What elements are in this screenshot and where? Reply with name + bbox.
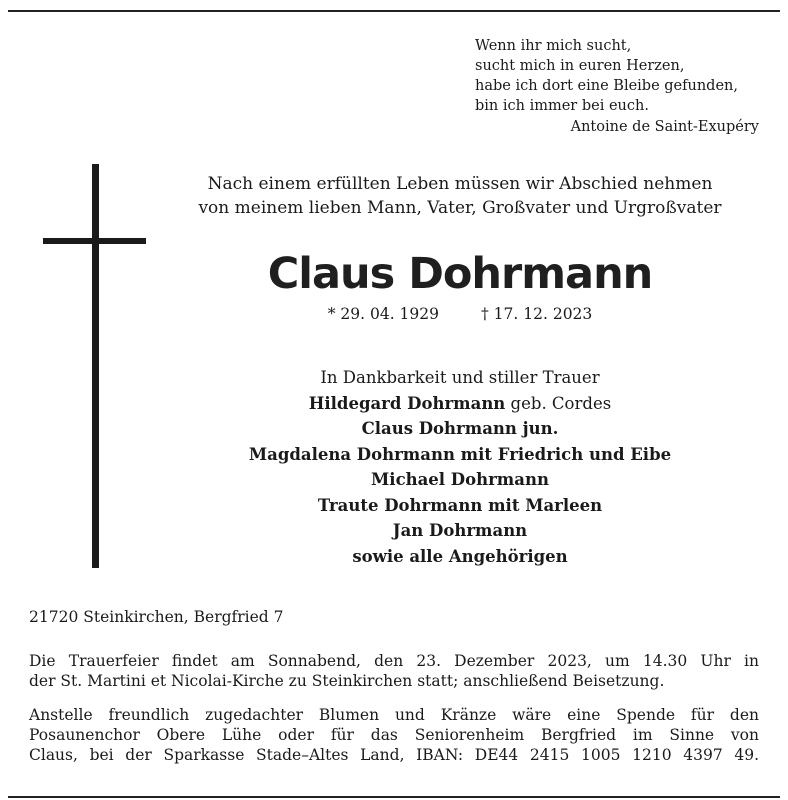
cross-icon-bar — [43, 238, 146, 244]
mourner-spouse — [150, 391, 770, 417]
mourners-heading: In Dankbarkeit und stiller Trauer — [320, 368, 600, 387]
life-dates — [150, 303, 770, 325]
intro-text — [150, 172, 770, 220]
poem-quote — [475, 36, 765, 137]
mourner-name: Jan Dohrmann — [392, 521, 528, 540]
funeral-line: Die Trauerfeier findet am Sonnabend, den 23. Dezember 2023, um 14.30 Uhr in — [29, 652, 759, 670]
mourner-name: Magdalena Dohrmann mit Friedrich und Eibe — [248, 444, 672, 464]
mourner-name: Claus Dohrmann jun. — [361, 419, 559, 438]
funeral-line: der St. Martini et Nicolai-Kirche zu Steinkirchen statt; anschließend Beisetzung. — [29, 672, 665, 690]
mourners-list — [150, 365, 770, 569]
donation-line: Anstelle freundlich zugedachter Blumen und Kränze wäre eine Spende für den — [29, 706, 759, 724]
quote-line: Wenn ihr mich sucht, — [475, 38, 632, 54]
donation-info — [29, 705, 759, 765]
donation-line: Claus, bei der Sparkasse Stade–Altes Land, IBAN: DE44 2415 1005 1210 4397 49. — [29, 746, 759, 764]
mourner-name: Traute Dohrmann mit Marleen — [317, 495, 603, 515]
quote-line: habe ich dort eine Bleibe gefunden, — [475, 78, 738, 94]
quote-line: sucht mich in euren Herzen, — [475, 58, 685, 74]
spouse-name: Hildegard Dohrmann — [308, 393, 506, 413]
mourner-name: Michael Dohrmann — [371, 470, 549, 489]
spouse-maiden-name: geb. Cordes — [505, 393, 612, 413]
intro-line: Nach einem erfüllten Leben müssen wir Abschied nehmen — [207, 174, 713, 194]
donation-line: Posaunenchor Obere Lühe oder für das Seniorenheim Bergfried im Sinne von — [29, 726, 759, 744]
deceased-name: Claus Dohrmann — [267, 249, 653, 299]
quote-line: bin ich immer bei euch. — [475, 98, 649, 114]
address: 21720 Steinkirchen, Bergfried 7 — [29, 608, 284, 626]
birth-date: * 29. 04. 1929 — [327, 305, 439, 323]
cross-icon — [92, 164, 99, 568]
quote-author: Antoine de Saint-Exupéry — [570, 119, 759, 135]
funeral-info — [29, 651, 759, 691]
death-date: † 17. 12. 2023 — [481, 305, 593, 323]
intro-line: von meinem lieben Mann, Vater, Großvater und Urgroßvater — [198, 198, 722, 218]
mourner-name: sowie alle Angehörigen — [352, 546, 568, 566]
